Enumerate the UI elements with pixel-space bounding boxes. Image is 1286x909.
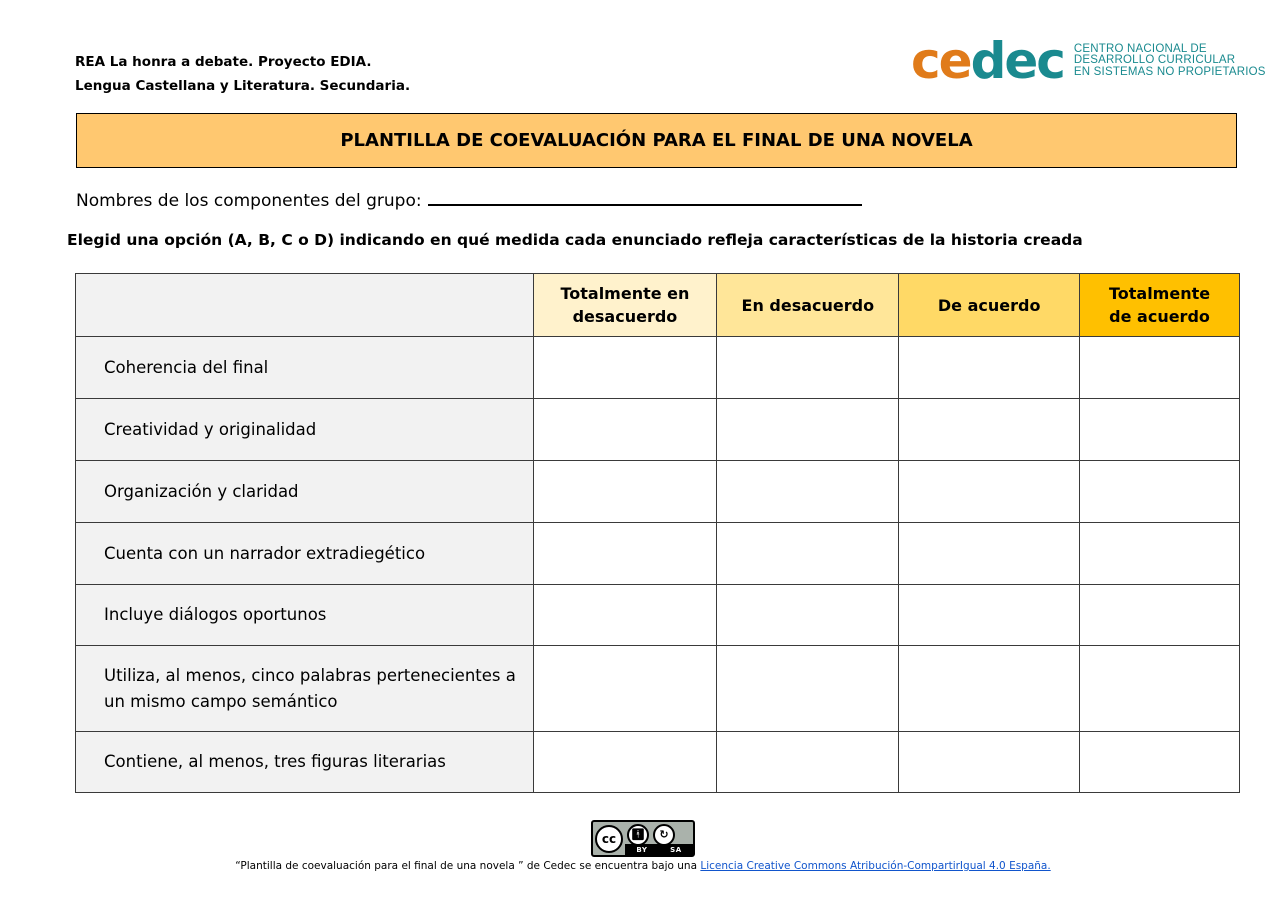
answer-cell[interactable] (533, 646, 717, 732)
criterion-label: Incluye diálogos oportunos (76, 585, 534, 646)
criterion-label: Coherencia del final (76, 337, 534, 399)
cc-by-sa-badge (591, 820, 695, 857)
answer-cell[interactable] (899, 732, 1080, 793)
answer-cell[interactable] (899, 399, 1080, 461)
table-row (76, 585, 1240, 646)
attribution-person-icon: 🚹︎ (627, 824, 649, 846)
license-text (0, 860, 1286, 872)
document-header (75, 50, 410, 98)
logo-wordmark: cedec (911, 32, 1064, 90)
answer-cell[interactable] (717, 646, 899, 732)
cc-strip: BY SA (625, 844, 693, 855)
cedec-logo (911, 32, 1266, 90)
answer-cell[interactable] (717, 399, 899, 461)
answer-cell[interactable] (1080, 523, 1240, 585)
header-blank-cell (76, 274, 534, 337)
header-totally-agree: Totalmente de acuerdo (1080, 274, 1240, 337)
share-alike-icon: ↻ (653, 824, 675, 846)
answer-cell[interactable] (899, 337, 1080, 399)
criterion-label: Contiene, al menos, tres figuras literarias (76, 732, 534, 793)
criterion-label: Utiliza, al menos, cinco palabras pertenecientes a un mismo campo semántico (76, 646, 534, 732)
answer-cell[interactable] (899, 585, 1080, 646)
table-row (76, 646, 1240, 732)
header-line-project: REA La honra a debate. Proyecto EDIA. (75, 54, 372, 70)
answer-cell[interactable] (899, 461, 1080, 523)
criterion-label: Cuenta con un narrador extradiegético (76, 523, 534, 585)
header-totally-disagree: Totalmente en desacuerdo (533, 274, 717, 337)
table-row (76, 732, 1240, 793)
answer-cell[interactable] (1080, 337, 1240, 399)
table-row (76, 523, 1240, 585)
evaluation-table (75, 273, 1240, 793)
license-statement: “Plantilla de coevaluación para el final de una novela ” de Cedec se encuentra bajo una (235, 860, 701, 872)
table-header-row (76, 274, 1240, 337)
criterion-label: Creatividad y originalidad (76, 399, 534, 461)
answer-cell[interactable] (533, 523, 717, 585)
answer-cell[interactable] (899, 523, 1080, 585)
group-names-label: Nombres de los componentes del grupo: (76, 191, 422, 211)
header-line-subject: Lengua Castellana y Literatura. Secundaria. (75, 78, 411, 94)
answer-cell[interactable] (1080, 732, 1240, 793)
answer-cell[interactable] (717, 585, 899, 646)
table-row (76, 461, 1240, 523)
group-names-field (76, 188, 862, 211)
table-row (76, 399, 1240, 461)
answer-cell[interactable] (717, 461, 899, 523)
header-agree: De acuerdo (899, 274, 1080, 337)
logo-tagline: CENTRO NACIONAL DE DESARROLLO CURRICULAR EN SISTEMAS NO PROPIETARIOS (1073, 42, 1266, 78)
license-link[interactable]: Licencia Creative Commons Atribución-CompartirIgual 4.0 España. (700, 860, 1051, 872)
answer-cell[interactable] (1080, 585, 1240, 646)
answer-cell[interactable] (1080, 399, 1240, 461)
table-row (76, 337, 1240, 399)
answer-cell[interactable] (533, 399, 717, 461)
answer-cell[interactable] (533, 337, 717, 399)
answer-cell[interactable] (717, 732, 899, 793)
answer-cell[interactable] (899, 646, 1080, 732)
header-disagree: En desacuerdo (717, 274, 899, 337)
answer-cell[interactable] (533, 461, 717, 523)
cc-icon: cc (595, 825, 623, 853)
answer-cell[interactable] (533, 585, 717, 646)
page-title: PLANTILLA DE COEVALUACIÓN PARA EL FINAL DE UNA NOVELA (76, 113, 1237, 168)
answer-cell[interactable] (717, 337, 899, 399)
answer-cell[interactable] (533, 732, 717, 793)
answer-cell[interactable] (1080, 646, 1240, 732)
answer-cell[interactable] (717, 523, 899, 585)
answer-cell[interactable] (1080, 461, 1240, 523)
license-footer (0, 820, 1286, 872)
instructions-text: Elegid una opción (A, B, C o D) indicando en qué medida cada enunciado refleja características de la historia creada (67, 231, 1083, 249)
criterion-label: Organización y claridad (76, 461, 534, 523)
group-names-blank-line[interactable] (428, 188, 862, 206)
